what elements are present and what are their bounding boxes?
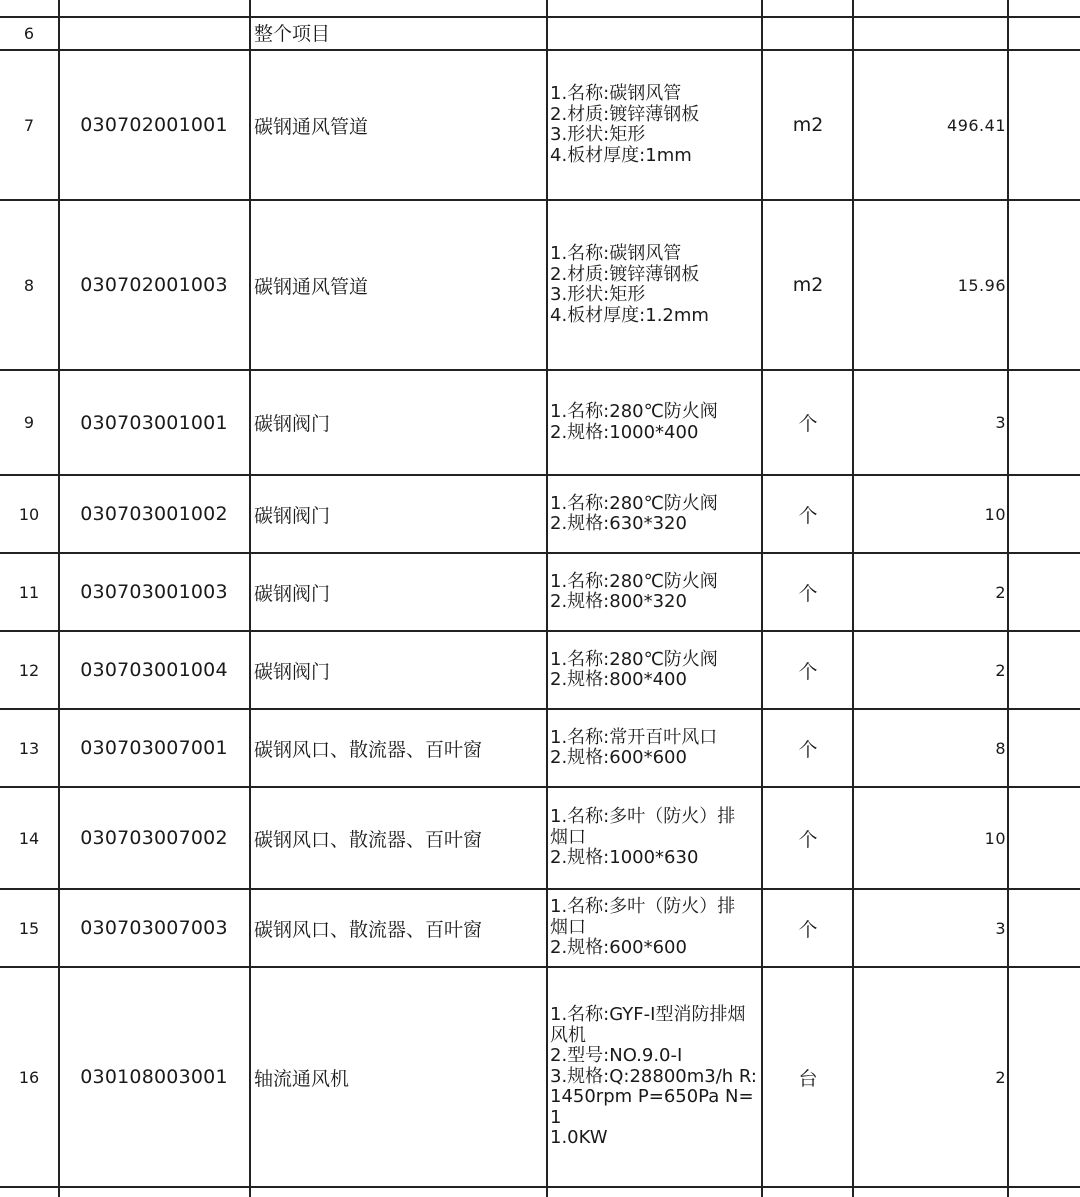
grid-line-vertical (249, 0, 251, 1197)
item-features-cell (550, 967, 761, 1187)
item-name-cell: 碳钢通风管道 (254, 115, 369, 138)
feature-line: 2.规格:1000*400 (550, 421, 699, 443)
grid-line-horizontal (0, 708, 1080, 710)
feature-line: 2.材质:镀锌薄钢板 (550, 103, 700, 125)
row-number-cell: 14 (18, 828, 40, 848)
quantity-cell: 10 (984, 504, 1006, 524)
item-code-cell: 030703007003 (80, 917, 228, 939)
table-row (0, 787, 1080, 889)
blank-cell (1010, 787, 1080, 889)
item-code-cell: 030703001003 (80, 581, 228, 603)
row-number-cell: 10 (18, 504, 40, 524)
item-name-cell: 碳钢阀门 (254, 413, 331, 435)
blank-cell (1010, 475, 1080, 553)
quantity-cell: 10 (984, 828, 1006, 848)
row-number-cell: 11 (18, 582, 40, 602)
table-row (0, 370, 1080, 475)
feature-line: 3.规格:Q:28800m3/h R: (550, 1065, 757, 1087)
grid-line-horizontal (0, 888, 1080, 890)
row-number-cell: 12 (18, 660, 40, 680)
unit-cell: 个 (798, 582, 818, 605)
item-name-cell: 碳钢阀门 (254, 660, 331, 683)
feature-line: 2.规格:800*400 (550, 669, 687, 690)
grid-line-horizontal (0, 16, 1080, 18)
item-code-cell (60, 17, 248, 50)
feature-line: 3.形状:矩形 (550, 284, 646, 305)
blank-cell (1010, 631, 1080, 709)
grid-line-horizontal (0, 630, 1080, 632)
feature-line: 1450rpm P=650Pa N=1 (550, 1086, 754, 1128)
grid-line-horizontal (0, 49, 1080, 51)
item-name-cell: 碳钢风口、散流器、百叶窗 (254, 918, 483, 941)
row-number-cell: 16 (18, 1067, 40, 1087)
item-name-cell: 轴流通风机 (254, 1067, 350, 1090)
feature-line: 1.名称:280℃防火阀 (550, 492, 718, 514)
feature-line: 2.规格:630*320 (550, 513, 687, 534)
grid-line-horizontal (0, 786, 1080, 788)
item-code-cell: 030703007002 (80, 827, 228, 849)
item-features-cell (550, 709, 761, 787)
row-number-cell: 7 (23, 115, 35, 135)
blank-cell (1010, 50, 1080, 200)
feature-line: 3.形状:矩形 (550, 124, 646, 145)
item-features-cell (550, 370, 761, 475)
blank-cell (1010, 709, 1080, 787)
item-name-cell: 碳钢风口、散流器、百叶窗 (254, 828, 483, 851)
feature-line: 4.板材厚度:1mm (550, 144, 692, 166)
feature-line: 2.规格:800*320 (550, 591, 687, 612)
unit-cell: 个 (798, 413, 818, 435)
unit-cell: 个 (798, 660, 818, 683)
grid-line-horizontal (0, 474, 1080, 476)
feature-line: 2.型号:NO.9.0-I (550, 1045, 683, 1067)
feature-line: 1.名称:碳钢风管 (550, 243, 682, 264)
unit-cell: m2 (792, 274, 824, 296)
feature-line: 1.名称:多叶（防火）排 (550, 896, 736, 918)
item-code-cell: 030702001001 (80, 114, 228, 136)
feature-line: 1.名称:碳钢风管 (550, 83, 682, 104)
feature-line: 1.名称:多叶（防火）排 (550, 806, 736, 828)
unit-cell: m2 (792, 114, 824, 136)
row-number-cell: 8 (23, 275, 35, 295)
grid-line-vertical (852, 0, 854, 1197)
quantity-cell: 15.96 (957, 275, 1006, 295)
feature-line: 1.0KW (550, 1127, 608, 1149)
table-row (0, 889, 1080, 967)
row-number-cell: 15 (18, 918, 40, 938)
unit-cell (764, 17, 852, 50)
feature-line: 烟口 (550, 916, 586, 938)
item-code-cell: 030703001001 (80, 411, 228, 434)
unit-cell: 个 (798, 828, 818, 851)
grid-line-horizontal (0, 966, 1080, 968)
item-features-cell (550, 475, 761, 553)
grid-line-vertical (1007, 0, 1009, 1197)
feature-line: 风机 (550, 1024, 586, 1046)
grid-line-horizontal (0, 1186, 1080, 1188)
grid-line-vertical (761, 0, 763, 1197)
item-features-cell (550, 50, 761, 200)
grid-line-vertical (58, 0, 60, 1197)
feature-line: 1.名称:280℃防火阀 (550, 570, 718, 592)
quantity-cell (856, 17, 1006, 50)
table-row (0, 50, 1080, 200)
blank-cell (1010, 553, 1080, 631)
item-features-cell (550, 631, 761, 709)
item-name-cell: 碳钢阀门 (254, 582, 331, 605)
row-number-cell: 6 (23, 24, 35, 43)
grid-line-horizontal (0, 199, 1080, 201)
table-row (0, 553, 1080, 631)
quantity-cell: 8 (995, 738, 1006, 758)
item-features-cell (550, 553, 761, 631)
item-name-cell: 整个项目 (254, 23, 331, 45)
feature-line: 1.名称:280℃防火阀 (550, 401, 718, 422)
quantity-cell: 3 (995, 413, 1006, 432)
item-features-cell (550, 787, 761, 889)
quantity-cell: 2 (995, 660, 1006, 680)
item-code-cell: 030108003001 (80, 1066, 228, 1088)
feature-line: 1.名称:常开百叶风口 (550, 726, 718, 748)
item-features-cell (550, 200, 761, 370)
feature-line: 2.规格:600*600 (550, 937, 687, 959)
feature-line: 2.规格:600*600 (550, 747, 687, 768)
feature-line: 1.名称:GYF-I型消防排烟 (550, 1004, 746, 1026)
unit-cell: 个 (798, 504, 818, 527)
item-features-cell (550, 889, 761, 967)
row-number-cell: 13 (18, 738, 40, 758)
feature-line: 烟口 (550, 826, 586, 848)
item-code-cell: 030703007001 (80, 737, 228, 759)
item-name-cell: 碳钢通风管道 (254, 275, 369, 298)
table-row (0, 631, 1080, 709)
grid-line-horizontal (0, 369, 1080, 371)
unit-cell: 个 (798, 738, 818, 761)
blank-cell (1010, 889, 1080, 967)
blank-cell (1010, 17, 1080, 50)
table-row (0, 200, 1080, 370)
item-name-cell: 碳钢风口、散流器、百叶窗 (254, 738, 483, 761)
table-row (0, 967, 1080, 1187)
grid-line-vertical (546, 0, 548, 1197)
table-row (0, 17, 1080, 50)
row-number-cell: 9 (23, 413, 35, 432)
feature-line: 2.材质:镀锌薄钢板 (550, 263, 700, 285)
blank-cell (1010, 967, 1080, 1187)
feature-line: 1.名称:280℃防火阀 (550, 648, 718, 670)
quantity-cell: 2 (995, 582, 1006, 602)
item-name-cell: 碳钢阀门 (254, 504, 331, 527)
feature-line: 2.规格:1000*630 (550, 847, 699, 869)
unit-cell: 个 (798, 918, 818, 941)
table-row (0, 709, 1080, 787)
item-code-cell: 030702001003 (80, 274, 228, 296)
quantity-cell: 2 (995, 1067, 1006, 1087)
item-features-cell (550, 17, 761, 50)
item-code-cell: 030703001004 (80, 659, 228, 681)
blank-cell (1010, 370, 1080, 475)
quantity-cell: 3 (995, 918, 1006, 938)
item-code-cell: 030703001002 (80, 503, 228, 525)
table-row (0, 475, 1080, 553)
grid-line-horizontal (0, 552, 1080, 554)
blank-cell (1010, 200, 1080, 370)
quantity-cell: 496.41 (947, 115, 1006, 135)
feature-line: 4.板材厚度:1.2mm (550, 304, 709, 326)
unit-cell: 台 (798, 1067, 818, 1090)
